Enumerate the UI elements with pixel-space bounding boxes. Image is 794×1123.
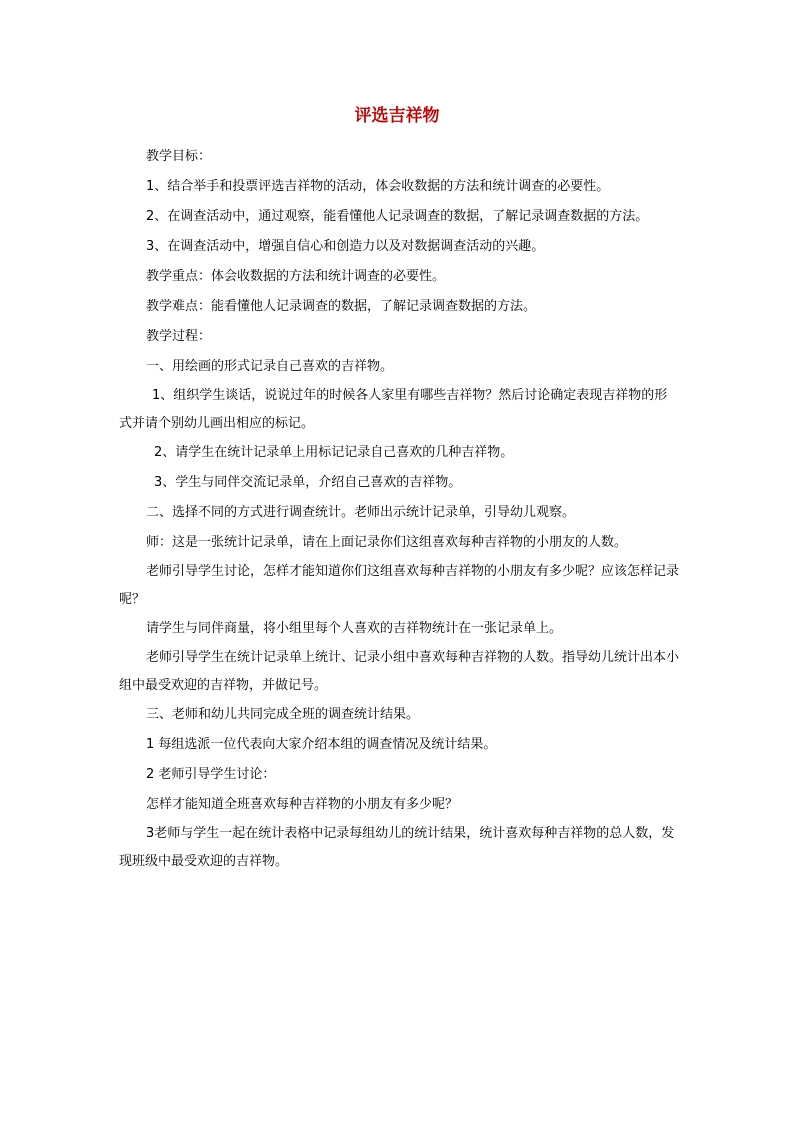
paragraph-discussion: 老师引导学生讨论，怎样才能知道你们这组喜欢每种吉祥物的小朋友有多少呢？应该怎样记录呢？ [119,564,680,607]
paragraph-step-1-1: 1、组织学生谈话，说说过年的时候各人家里有哪些吉祥物？然后讨论确定表现吉祥物的形式并请个别幼儿画出相应的标记。 [119,388,668,431]
paragraph-step-3-2: 2 老师引导学生讨论： [146,767,276,782]
paragraph-group-count: 老师引导学生在统计记录单上统计、记录小组中喜欢每种吉祥物的人数。指导幼儿统计出本小组中最受欢迎的吉祥物，并做记号。 [119,650,680,693]
paragraph-section-3: 三、老师和幼儿共同完成全班的调查统计结果。 [146,707,420,722]
paragraph-goal-3: 3、在调查活动中，增强自信心和创造力以及对数据调查活动的兴趣。 [146,239,545,254]
paragraph-teaching-goals-heading: 教学目标： [146,149,212,164]
paragraph-step-3-1: 1 每组选派一位代表向大家介绍本组的调查情况及统计结果。 [146,737,497,752]
document-title: 评选吉祥物 [354,106,440,126]
document-body [119,142,679,876]
paragraph-difficulty: 教学难点：能看懂他人记录调查的数据，了解记录调查数据的方法。 [146,299,537,314]
paragraph-question: 怎样才能知道全班喜欢每种吉祥物的小朋友有多少呢？ [146,797,459,812]
paragraph-teacher-line: 师：这是一张统计记录单，请在上面记录你们这组喜欢每种吉祥物的小朋友的人数。 [146,535,628,550]
paragraph-key-point: 教学重点：体会收数据的方法和统计调查的必要性。 [146,269,446,284]
paragraph-group-discuss: 请学生与同伴商量，将小组里每个人喜欢的吉祥物统计在一张记录单上。 [146,621,563,636]
paragraph-section-1: 一、用绘画的形式记录自己喜欢的吉祥物。 [146,359,394,374]
paragraph-step-3-3: 3老师与学生一起在统计表格中记录每组幼儿的统计结果，统计喜欢每种吉祥物的总人数，发现班级中最受欢迎的吉祥物。 [119,826,675,869]
paragraph-step-1-3: 3、学生与同伴交流记录单，介绍自己喜欢的吉祥物。 [154,475,462,490]
paragraph-goal-2: 2、在调查活动中，通过观察，能看懂他人记录调查的数据，了解记录调查数据的方法。 [146,209,649,224]
paragraph-section-2: 二、选择不同的方式进行调查统计。老师出示统计记录单，引导幼儿观察。 [146,505,576,520]
paragraph-step-1-2: 2、请学生在统计记录单上用标记记录自己喜欢的几种吉祥物。 [154,445,514,460]
paragraph-goal-1: 1、结合举手和投票评选吉祥物的活动，体会收数据的方法和统计调查的必要性。 [146,179,610,194]
paragraph-process-heading: 教学过程： [146,329,212,344]
